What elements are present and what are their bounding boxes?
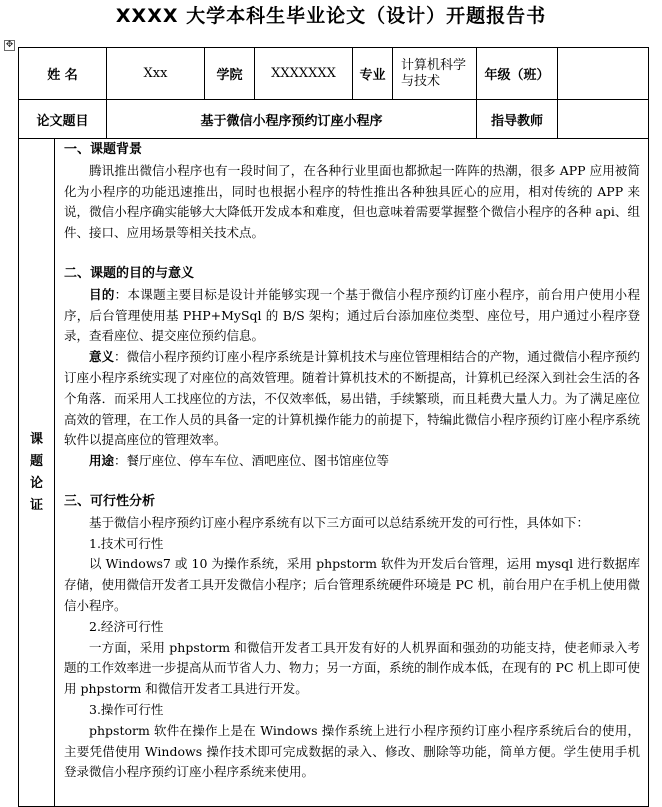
paragraph-feasibility-intro: 基于微信小程序预约订座小程序系统有以下三方面可以总结系统开发的可行性，具体如下： [89,514,590,530]
subheading-operational: 3.操作可行性 [89,701,164,717]
advisor-value [558,100,649,139]
grade-label: 年级（班） [477,48,558,100]
proposal-table [18,47,649,807]
section-side-label [19,139,55,807]
paragraph-use [64,451,640,472]
section-heading-purpose: 二、课题的目的与意义 [64,265,195,281]
paragraph-technical: 以 Windows7 或 10 为操作系统，采用 phpstorm 软件为开发后台管理，运用 mysql 进行数据库存储，使用微信开发者工具开发微信小程序；后台管理系统硬件环境是 PC 机，前台用户在手机上使用微信小程序。 [64,556,640,613]
purpose-text: ：本课题主要目标是设计并能够实现一个基于微信小程序预约订座小程序，前台用户使用小程序，后台管理使用基 PHP+MySql 的 B/S 架构；通过后台添加座位类型、座位号，用户通过小程序登录，查看座位、提交座位预约信息。 [64,286,640,344]
side-char: 课 [29,431,43,447]
subheading-technical: 1.技术可行性 [89,535,164,551]
major-value: 计算机科学与技术 [393,48,477,100]
paragraph-operational: phpstorm 软件在操作上是在 Windows 操作系统上进行小程序预约订座小程序系统后台的使用，主要凭借使用 Windows 操作技术即可完成数据的录入、修改、删除等功能，简单方便。学生使用手机登录微信小程序预约订座小程序系统来使用。 [64,722,640,780]
proposal-body [55,139,648,795]
paragraph-purpose [64,285,640,347]
document-title: XXXX 大学本科生毕业论文（设计）开题报告书 [115,5,547,27]
meaning-label: 意义 [89,349,115,365]
grade-value [558,48,649,100]
proposal-body-cell [55,139,649,807]
subheading-economic: 2.经济可行性 [89,618,164,634]
name-label: 姓 名 [19,48,107,100]
side-char: 题 [29,453,43,469]
section-heading-background: 一、课题背景 [64,142,143,157]
paragraph-background: 腾讯推出微信小程序也有一段时间了，在各种行业里面也都掀起一阵阵的热潮，很多 APP 应用被简化为小程序的功能迅速推出，同时也根据小程序的特性推出各种独具匠心的应用，相对传统的 APP 来说，微信小程序确实能够大大降低开发成本和难度，但也意味着需要掌握整个微信小程序的各种 api、组件、接口、应用场景等相关技术点。 [64,162,640,241]
side-char: 论 [29,475,43,491]
college-label: 学院 [205,48,255,100]
name-value: Xxx [107,48,205,100]
college-value: XXXXXXX [255,48,353,100]
use-text: ：餐厅座位、停车车位、酒吧座位、图书馆座位等 [114,453,390,469]
paragraph-meaning [64,347,640,451]
meaning-text: ：微信小程序预约订座小程序系统是计算机技术与座位管理相结合的产物，通过微信小程序预约订座小程序系统实现了对座位的高效管理。随着计算机技术的不断提高，计算机已经深入到社会生活的各个角落．而采用人工找座位的方法，不仅效率低，易出错，手续繁琐，而且耗费大量人力。为了满足座位高效的管理，在工作人员的具备一定的计算机操作能力的前提下，特编此微信小程序预约订座小程序系统软件以提高座位的管理效率。 [64,349,640,448]
topic-value: 基于微信小程序预约订座小程序 [107,100,477,139]
section-heading-feasibility: 三、可行性分析 [64,493,156,509]
major-label: 专业 [353,48,393,100]
use-label: 用途 [89,453,115,469]
table-move-handle-icon[interactable]: ✥ [5,40,14,50]
purpose-label: 目的 [89,286,115,302]
side-char: 证 [29,497,43,513]
advisor-label: 指导教师 [477,100,558,139]
paragraph-economic: 一方面，采用 phpstorm 和微信开发者工具开发有好的人机界面和强劲的功能支持，使老师录入考题的工作效率进一步提高从而节省人力、物力；另一方面，系统的制作成本低，在现有的 PC 机上即可使用 phpstorm 和微信开发者工具进行开发。 [64,639,640,697]
topic-label: 论文题目 [19,100,107,139]
